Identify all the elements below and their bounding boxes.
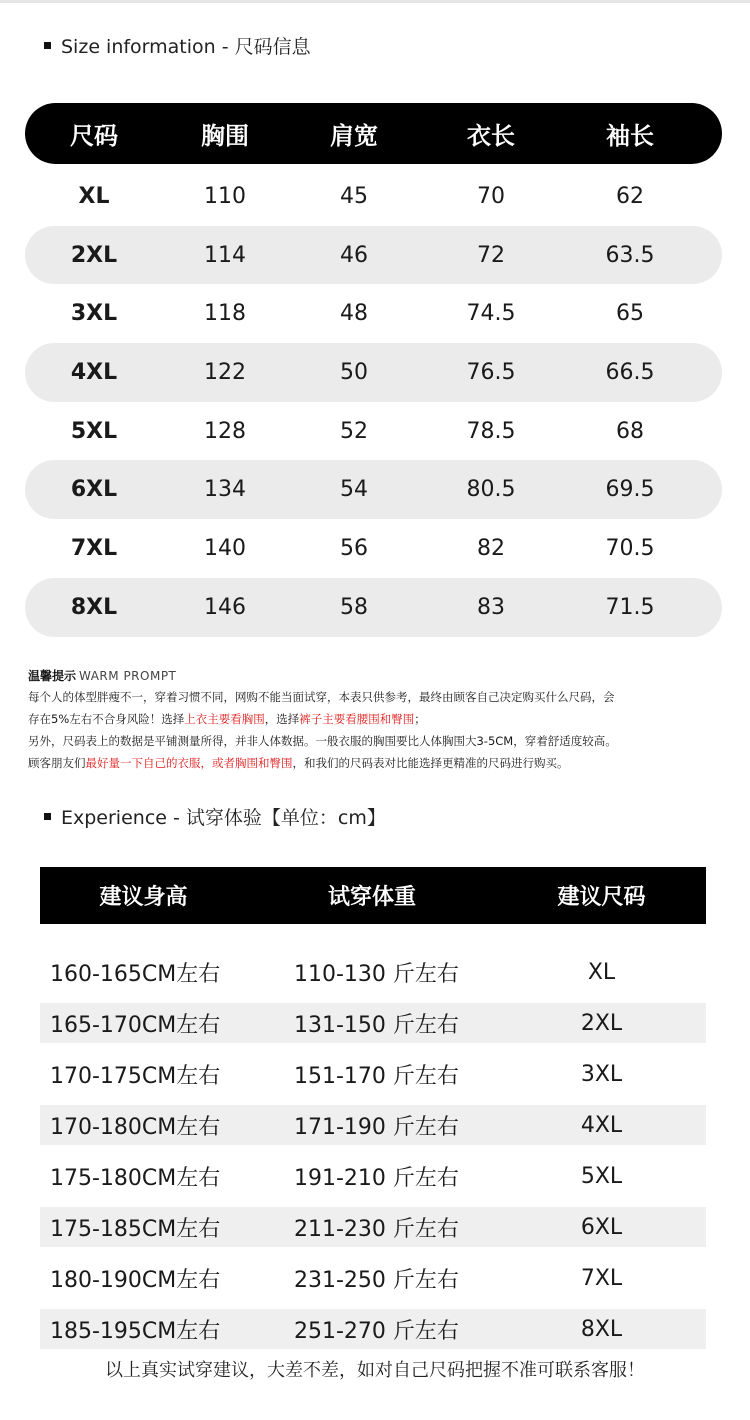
size-table-row xyxy=(25,343,722,402)
size-header-cell: 胸围 xyxy=(201,122,249,150)
experience-table xyxy=(40,867,706,1349)
size-value-cell: 70.5 xyxy=(605,535,655,561)
weight-cell: 171-190 斤左右 xyxy=(294,1114,459,1140)
size-cell: 5XL xyxy=(580,1163,623,1189)
size-label-cell: 4XL xyxy=(70,359,118,385)
height-cell: 170-175CM左右 xyxy=(50,1063,221,1089)
height-cell: 160-165CM左右 xyxy=(50,961,221,987)
experience-table-row xyxy=(40,1309,706,1349)
size-label-cell: 5XL xyxy=(70,418,118,444)
weight-cell: 151-170 斤左右 xyxy=(294,1063,459,1089)
experience-table-row xyxy=(40,1156,706,1196)
size-value-cell: 80.5 xyxy=(466,477,516,503)
size-label-cell: 8XL xyxy=(70,594,118,620)
prompt-line: 每个人的体型胖瘦不一，穿着习惯不同，网购不能当面试穿，本表只供参考，最终由顾客自己决定购买什么尺码，会 xyxy=(28,690,615,704)
prompt-line: 另外，尺码表上的数据是平铺测量所得，并非人体数据。一般衣服的胸围要比人体胸围大3-5CM，穿着舒适度较高。 xyxy=(28,734,617,748)
size-value-cell: 83 xyxy=(477,594,505,620)
size-label-cell: 3XL xyxy=(70,301,118,327)
size-value-cell: 68 xyxy=(616,418,644,444)
prompt-line: 存在5%左右不合身风险！选择上衣主要看胸围，选择裤子主要看腰围和臀围； xyxy=(28,712,426,726)
experience-header-cell: 建议身高 xyxy=(99,885,188,910)
height-cell: 180-190CM左右 xyxy=(50,1267,221,1293)
size-table-row xyxy=(25,226,722,285)
size-value-cell: 50 xyxy=(340,359,368,385)
size-value-cell: 69.5 xyxy=(605,477,655,503)
warm-prompt xyxy=(28,666,728,774)
size-table-row xyxy=(25,167,722,226)
prompt-line: 顾客朋友们最好量一下自己的衣服，或者胸围和臀围，和我们的尺码表对比能选择更精准的尺码进行购买。 xyxy=(28,756,569,770)
size-header-cell: 肩宽 xyxy=(330,122,378,150)
size-value-cell: 63.5 xyxy=(605,242,655,268)
size-value-cell: 45 xyxy=(340,183,368,209)
size-value-cell: 46 xyxy=(340,242,368,268)
size-table-row xyxy=(25,578,722,637)
size-value-cell: 76.5 xyxy=(466,359,516,385)
experience-header-cell: 试穿体重 xyxy=(327,885,416,910)
size-value-cell: 65 xyxy=(616,301,644,327)
size-value-cell: 78.5 xyxy=(466,418,516,444)
size-header-cell: 尺码 xyxy=(70,122,118,150)
weight-cell: 211-230 斤左右 xyxy=(294,1216,459,1242)
size-table-row xyxy=(25,519,722,578)
size-value-cell: 52 xyxy=(340,418,368,444)
size-value-cell: 118 xyxy=(204,301,246,327)
footer-note: 以上真实试穿建议，大差不差，如对自己尺码把握不准可联系客服！ xyxy=(105,1360,645,1381)
size-value-cell: 66.5 xyxy=(605,359,655,385)
size-value-cell: 110 xyxy=(204,183,246,209)
size-table-row xyxy=(25,460,722,519)
size-cell: 3XL xyxy=(580,1061,623,1087)
size-value-cell: 72 xyxy=(477,242,505,268)
size-value-cell: 70 xyxy=(477,183,505,209)
experience-header-cell: 建议尺码 xyxy=(557,885,646,910)
size-cell: 8XL xyxy=(580,1316,623,1342)
weight-cell: 191-210 斤左右 xyxy=(294,1165,459,1191)
experience-table-row xyxy=(40,1003,706,1043)
size-cell: XL xyxy=(587,959,616,985)
size-table-header xyxy=(25,103,722,164)
experience-section-title: Experience - 试穿体验【单位：cm】 xyxy=(44,803,386,833)
experience-table-row xyxy=(40,1258,706,1298)
height-cell: 175-180CM左右 xyxy=(50,1165,221,1191)
size-value-cell: 62 xyxy=(616,183,644,209)
experience-table-body xyxy=(40,952,706,1349)
size-value-cell: 128 xyxy=(204,418,246,444)
weight-cell: 131-150 斤左右 xyxy=(294,1012,459,1038)
size-table-row xyxy=(25,284,722,343)
size-value-cell: 58 xyxy=(340,594,368,620)
height-cell: 175-185CM左右 xyxy=(50,1216,221,1242)
size-cell: 6XL xyxy=(580,1214,623,1240)
square-bullet-icon xyxy=(44,42,51,49)
size-header-cell: 袖长 xyxy=(606,122,654,150)
size-section-title: Size information - 尺码信息 xyxy=(44,32,311,62)
size-value-cell: 146 xyxy=(204,594,246,620)
size-cell: 4XL xyxy=(580,1112,623,1138)
weight-cell: 110-130 斤左右 xyxy=(294,961,459,987)
size-header-cell: 衣长 xyxy=(467,122,515,150)
size-table-row xyxy=(25,402,722,461)
size-value-cell: 56 xyxy=(340,535,368,561)
size-label-cell: 7XL xyxy=(70,535,118,561)
experience-table-row xyxy=(40,1105,706,1145)
size-value-cell: 48 xyxy=(340,301,368,327)
size-value-cell: 74.5 xyxy=(466,301,516,327)
size-label-cell: XL xyxy=(78,183,110,209)
size-label-cell: 6XL xyxy=(70,477,118,503)
experience-table-row xyxy=(40,952,706,992)
square-bullet-icon xyxy=(44,813,51,820)
top-divider xyxy=(0,0,750,3)
size-value-cell: 82 xyxy=(477,535,505,561)
size-cell: 2XL xyxy=(580,1010,623,1036)
size-value-cell: 140 xyxy=(204,535,246,561)
weight-cell: 251-270 斤左右 xyxy=(294,1318,459,1344)
size-value-cell: 122 xyxy=(204,359,246,385)
warm-prompt-title: 温馨提示 WARM PROMPT xyxy=(28,669,177,683)
size-value-cell: 134 xyxy=(204,477,246,503)
height-cell: 185-195CM左右 xyxy=(50,1318,221,1344)
size-value-cell: 114 xyxy=(204,242,246,268)
weight-cell: 231-250 斤左右 xyxy=(294,1267,459,1293)
height-cell: 170-180CM左右 xyxy=(50,1114,221,1140)
height-cell: 165-170CM左右 xyxy=(50,1012,221,1038)
size-value-cell: 54 xyxy=(340,477,368,503)
experience-table-header xyxy=(40,867,706,924)
size-cell: 7XL xyxy=(580,1265,623,1291)
experience-table-row xyxy=(40,1054,706,1094)
size-value-cell: 71.5 xyxy=(605,594,655,620)
size-table-body xyxy=(25,167,722,637)
size-table xyxy=(25,103,722,637)
size-label-cell: 2XL xyxy=(70,242,118,268)
experience-table-row xyxy=(40,1207,706,1247)
